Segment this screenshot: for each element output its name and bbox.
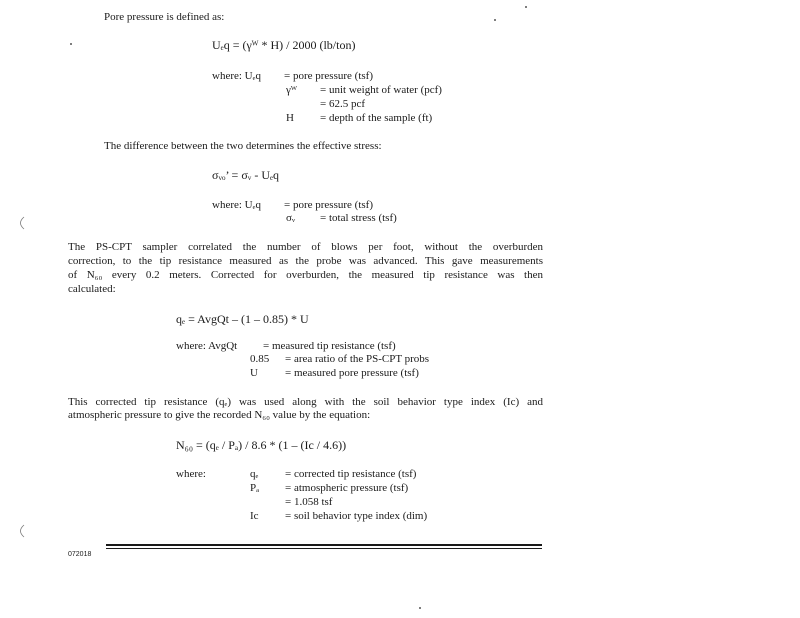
where4-def-2: = 1.058 tsf — [285, 496, 333, 508]
scan-speck — [494, 19, 496, 21]
intro-pore-pressure: Pore pressure is defined as: — [104, 11, 225, 23]
where2-def-0: = pore pressure (tsf) — [284, 199, 373, 211]
where3-def-0: = measured tip resistance (tsf) — [263, 340, 396, 352]
where1-sym-0: where: Uₑq — [212, 70, 261, 82]
para2-line-2: atmospheric pressure to give the recorded N₆₀ value by the equation: — [68, 409, 371, 421]
intro-effective-stress: The difference between the two determines the effective stress: — [104, 140, 382, 152]
hole-punch-mark-bottom — [16, 524, 26, 538]
footer-rule-bottom — [106, 548, 542, 549]
scan-speck — [70, 43, 72, 45]
para1-line-2: correction, to the tip resistance measured as the probe was advanced. This gave measurements — [68, 255, 543, 267]
where4-sym-3: Ic — [250, 510, 259, 522]
para1-line-4: calculated: — [68, 283, 116, 295]
where3-def-2: = measured pore pressure (tsf) — [285, 367, 419, 379]
footer-rule-top — [106, 544, 542, 546]
where4-sym-0: qₑ — [250, 468, 259, 480]
where1-def-2: = 62.5 pcf — [320, 98, 365, 110]
where3-sym-2: U — [250, 367, 258, 379]
where2-sym-1: σᵥ — [286, 212, 296, 224]
equation-effective-stress: σᵥₒ’ = σᵥ - Uₑq — [212, 168, 280, 182]
where3-def-1: = area ratio of the PS-CPT probs — [285, 353, 430, 365]
para2-line-1: This corrected tip resistance (qₑ) was used along with the soil behavior type index (Ic) and — [68, 396, 543, 408]
where1-sym-3: H — [286, 112, 294, 124]
scan-speck — [419, 607, 421, 609]
where1-sym-1: γᵂ — [286, 84, 297, 96]
where3-sym-1: 0.85 — [250, 353, 270, 365]
where4-label: where: — [176, 468, 206, 480]
where1-def-1: = unit weight of water (pcf) — [320, 84, 442, 96]
where2-def-1: = total stress (tsf) — [320, 212, 397, 224]
para1-line-1: The PS-CPT sampler correlated the number of blows per foot, without the overburden — [68, 241, 543, 253]
where4-def-0: = corrected tip resistance (tsf) — [285, 468, 417, 480]
equation-corrected-tip: qₑ = AvgQt – (1 – 0.85) * U — [176, 312, 309, 326]
where2-sym-0: where: Uₑq — [212, 199, 261, 211]
para1-line-3: of N₆₀ every 0.2 meters. Corrected for overburden, the measured tip resistance was then — [68, 269, 543, 281]
equation-n60: N₆₀ = (qₑ / Pₐ) / 8.6 * (1 – (Ic / 4.6)) — [176, 438, 347, 452]
equation-pore-pressure: Uₑq = (γᵂ * H) / 2000 (lb/ton) — [212, 38, 356, 52]
hole-punch-mark-top — [16, 216, 26, 230]
where1-def-3: = depth of the sample (ft) — [320, 112, 433, 124]
where4-sym-1: Pₐ — [250, 482, 260, 494]
where3-sym-0: where: AvgQt — [176, 340, 238, 352]
scan-speck — [525, 6, 527, 8]
where4-def-3: = soil behavior type index (dim) — [285, 510, 428, 522]
where1-def-0: = pore pressure (tsf) — [284, 70, 373, 82]
footer-code: 072018 — [68, 551, 92, 558]
where4-def-1: = atmospheric pressure (tsf) — [285, 482, 409, 494]
